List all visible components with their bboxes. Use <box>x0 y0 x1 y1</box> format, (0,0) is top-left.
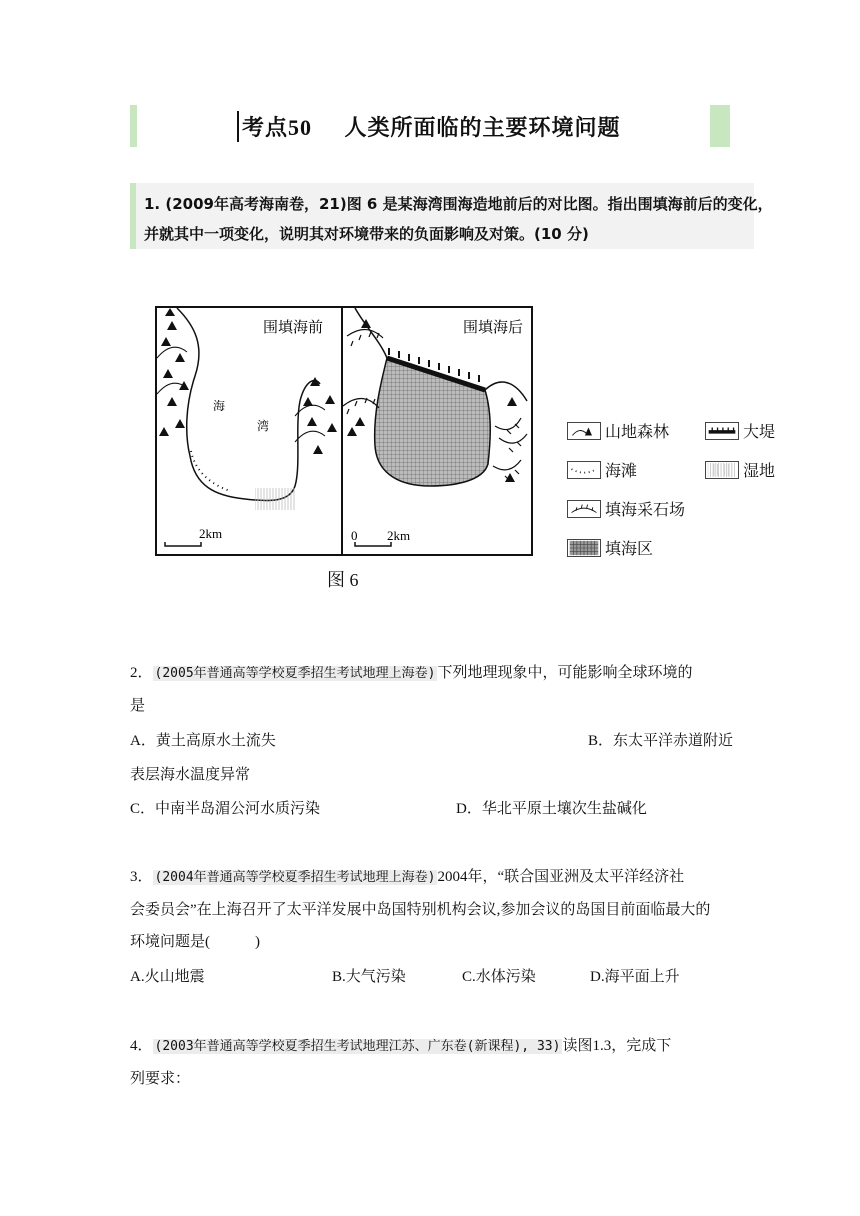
q4-stem2: 列要求： <box>130 1071 191 1087</box>
q3-source: (2004年普通高等学校夏季招生考试地理上海卷) <box>154 870 436 885</box>
title-right-bar <box>710 105 730 147</box>
q2-option-d: D．华北平原土壤次生盐碱化 <box>456 801 647 817</box>
question-1-line1: 1. (2009年高考海南卷，21)图 6 是某海湾围海造地前后的对比图。指出围填海前后的变化， <box>144 195 773 213</box>
q4-stem: 读图1.3，完成下 <box>562 1038 672 1054</box>
legend-reclaimed-area <box>567 536 653 559</box>
legend-wetland <box>705 458 775 481</box>
q3-option-b: B.大气污染 <box>332 969 406 985</box>
wetland-icon <box>705 461 739 479</box>
legend-dike <box>705 419 775 442</box>
q2-number: 2． <box>130 665 153 681</box>
legend-beach <box>567 458 637 481</box>
title-text: 人类所面临的主要环境问题 <box>344 114 621 140</box>
q2-option-a: A．黄土高原水土流失 <box>130 733 276 749</box>
bay-char-2: 湾 <box>257 419 270 433</box>
dike-icon <box>705 422 739 440</box>
q3-stem2: 会委员会”在上海召开了太平洋发展中岛国特别机构会议,参加会议的岛国目前面临最大的 <box>130 902 711 918</box>
quarry-icon <box>567 500 601 518</box>
q3-option-d: D.海平面上升 <box>590 969 680 985</box>
scale-zero: 0 <box>351 528 358 543</box>
q2-option-c: C．中南半岛湄公河水质污染 <box>130 801 321 817</box>
q3-stem: 2004年，“联合国亚洲及太平洋经济社 <box>437 869 685 885</box>
q2-stem: 下列地理现象中，可能影响全球环境的 <box>437 665 693 681</box>
question-1-box <box>130 183 773 249</box>
legend-label: 大堤 <box>743 424 776 441</box>
q2-option-b: B．东太平洋赤道附近 <box>588 733 734 749</box>
legend-quarry <box>567 497 685 520</box>
q3-number: 3． <box>130 869 153 885</box>
figure-caption: 图 6 <box>327 570 359 590</box>
question-3 <box>130 861 750 958</box>
q3-option-c: C.水体污染 <box>462 969 536 985</box>
panel-label-after: 围填海后 <box>463 320 524 336</box>
title-number: 考点50 <box>242 114 313 140</box>
legend-label: 山地森林 <box>605 424 670 441</box>
legend-label: 海滩 <box>605 463 638 480</box>
question-1-line2: 并就其中一项变化，说明其对环境带来的负面影响及对策。(10 分) <box>144 225 589 243</box>
q2-stem2: 是 <box>130 698 146 714</box>
title-left-bar <box>130 105 137 147</box>
q3-option-a: A.火山地震 <box>130 969 205 985</box>
legend-mountain-forest <box>567 419 669 442</box>
scale-label-after: 2km <box>387 528 411 543</box>
panel-label-before: 围填海前 <box>263 320 324 336</box>
q2-option-b-cont: 表层海水温度异常 <box>130 767 251 783</box>
page-title <box>237 111 621 142</box>
reclaimed-area-icon <box>567 539 601 557</box>
question-2 <box>130 657 740 722</box>
bay-char-1: 海 <box>213 399 226 413</box>
comparison-map <box>155 306 533 556</box>
legend-label: 填海区 <box>605 541 654 558</box>
beach-icon <box>567 461 601 479</box>
q2-source: (2005年普通高等学校夏季招生考试地理上海卷) <box>154 666 436 681</box>
q4-source: (2003年普通高等学校夏季招生考试地理江苏、广东卷(新课程), 33) <box>154 1039 561 1054</box>
wetland-area <box>255 488 295 510</box>
q4-number: 4． <box>130 1038 153 1054</box>
scale-label-before: 2km <box>199 526 223 541</box>
q3-stem3: 环境问题是( ) <box>130 934 260 950</box>
question-4 <box>130 1030 750 1095</box>
mountain-forest-icon <box>567 422 601 440</box>
legend-label: 湿地 <box>743 463 776 480</box>
title-bar <box>130 105 730 147</box>
legend-label: 填海采石场 <box>605 502 686 519</box>
